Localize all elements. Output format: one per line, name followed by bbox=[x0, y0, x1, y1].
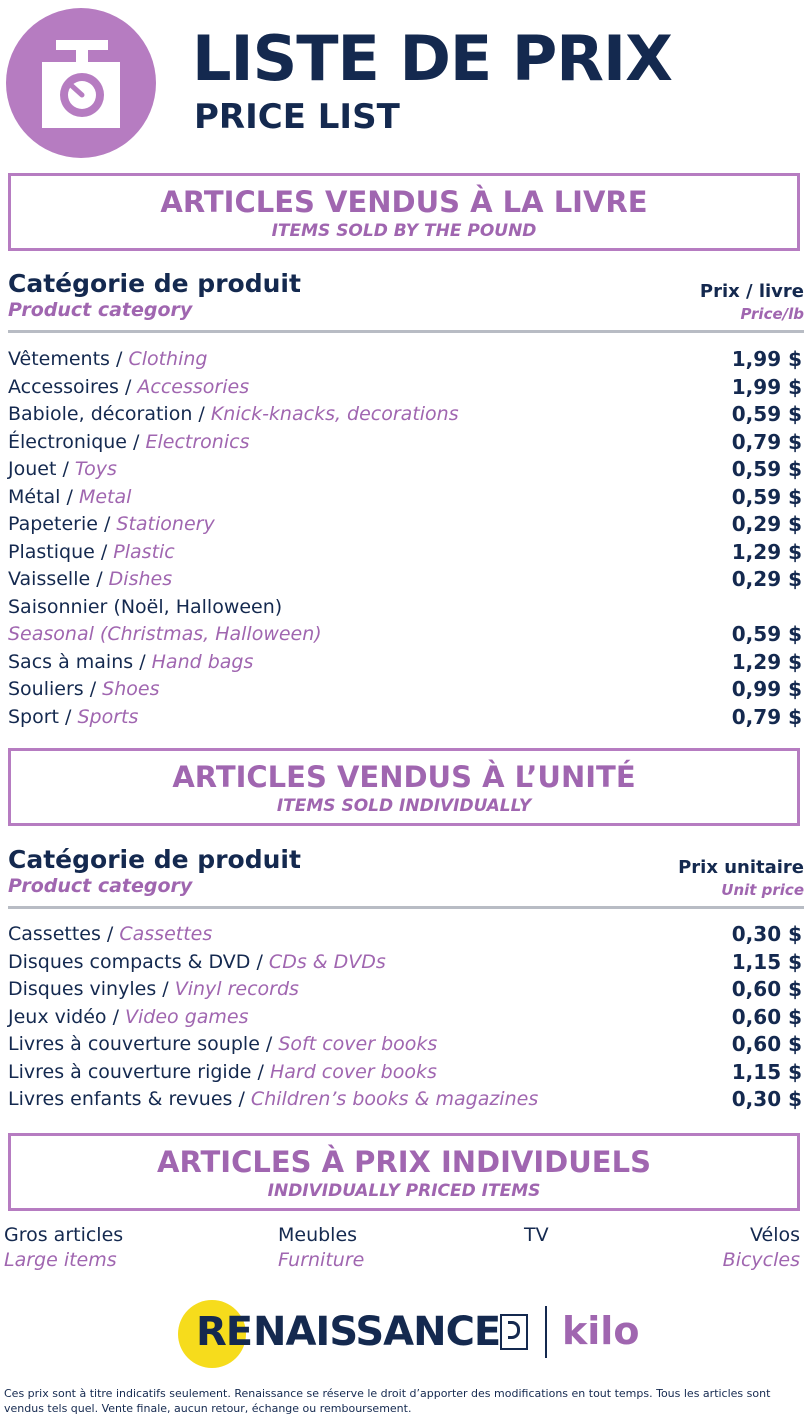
list-item: Sport / Sports 0,79 $ bbox=[8, 704, 802, 729]
price: 0,60 $ bbox=[731, 977, 802, 1001]
section-unit-column-header bbox=[8, 847, 804, 909]
price: 0,30 $ bbox=[731, 1087, 802, 1111]
section-pound-list bbox=[8, 346, 802, 731]
logo-naissance-text: NAISSANCE bbox=[253, 1309, 501, 1355]
column-category-label-en: Product category bbox=[8, 875, 193, 897]
column-category-label-en: Product category bbox=[8, 299, 193, 321]
section-pound-column-header bbox=[8, 271, 804, 333]
list-item: Saisonnier (Noël, Halloween) bbox=[8, 595, 283, 618]
price: 0,60 $ bbox=[731, 1032, 802, 1056]
list-item: Métal / Metal 0,59 $ bbox=[8, 484, 802, 509]
logo-re-text: RE bbox=[196, 1309, 253, 1355]
section-unit-subtitle: ITEMS SOLD INDIVIDUALLY bbox=[276, 796, 532, 816]
price: 1,99 $ bbox=[731, 347, 802, 371]
price: 1,99 $ bbox=[731, 374, 802, 399]
price: 0,59 $ bbox=[731, 622, 802, 646]
section-individual-box bbox=[8, 1133, 800, 1211]
price: 1,29 $ bbox=[731, 539, 802, 564]
list-item: Accessoires / Accessories 1,99 $ bbox=[8, 374, 802, 399]
list-item: Seasonal (Christmas, Halloween) 0,59 $ bbox=[8, 622, 802, 646]
list-item: Vêtements / Clothing 1,99 $ bbox=[8, 347, 802, 371]
section-unit-list bbox=[8, 921, 802, 1114]
price: 0,99 $ bbox=[731, 677, 802, 701]
price: 0,30 $ bbox=[731, 922, 802, 946]
column-category-label: Catégorie de produit bbox=[8, 269, 301, 298]
section-unit-title: ARTICLES VENDUS À L’UNITÉ bbox=[172, 760, 636, 794]
list-item: Vaisselle / Dishes 0,29 $ bbox=[8, 567, 802, 591]
list-item: Livres à couverture rigide / Hard cover books 1,15 $ bbox=[8, 1059, 802, 1084]
list-item: Souliers / Shoes 0,99 $ bbox=[8, 677, 802, 701]
list-item: Livres enfants & revues / Children’s books & magazines 0,30 $ bbox=[8, 1087, 802, 1111]
goodwill-icon bbox=[500, 1314, 528, 1350]
page-subtitle: PRICE LIST bbox=[194, 97, 400, 137]
section-pound-box bbox=[8, 173, 800, 251]
item-tv: TV bbox=[524, 1224, 549, 1246]
column-price-label: Prix / livre bbox=[699, 281, 804, 302]
list-item: Sacs à mains / Hand bags 1,29 $ bbox=[8, 649, 802, 674]
column-category-label: Catégorie de produit bbox=[8, 845, 301, 874]
column-price-label-en: Price/lb bbox=[740, 305, 804, 323]
price: 0,60 $ bbox=[731, 1004, 802, 1029]
scale-icon bbox=[6, 8, 156, 158]
item-large-items: Gros articles Large items bbox=[4, 1224, 124, 1271]
price: 0,59 $ bbox=[731, 457, 802, 481]
section-pound-subtitle: ITEMS SOLD BY THE POUND bbox=[271, 221, 537, 241]
list-item: Plastique / Plastic 1,29 $ bbox=[8, 539, 802, 564]
list-item: Papeterie / Stationery 0,29 $ bbox=[8, 512, 802, 536]
list-item: Jeux vidéo / Video games 0,60 $ bbox=[8, 1004, 802, 1029]
renaissance-kilo-logo bbox=[178, 1298, 638, 1370]
price: 1,15 $ bbox=[731, 1059, 802, 1084]
logo-kilo-text: kilo bbox=[562, 1309, 640, 1353]
list-item: Électronique / Electronics 0,79 $ bbox=[8, 429, 802, 454]
list-item: Livres à couverture souple / Soft cover books 0,60 $ bbox=[8, 1032, 802, 1056]
price: 1,29 $ bbox=[731, 649, 802, 674]
page-header bbox=[0, 0, 808, 165]
section-unit-box bbox=[8, 748, 800, 826]
list-item: Disques compacts & DVD / CDs & DVDs 1,15 $ bbox=[8, 949, 802, 974]
price: 0,59 $ bbox=[731, 484, 802, 509]
price: 0,29 $ bbox=[731, 512, 802, 536]
item-furniture: Meubles Furniture bbox=[278, 1224, 365, 1271]
price: 0,79 $ bbox=[731, 429, 802, 454]
price: 0,29 $ bbox=[731, 567, 802, 591]
price: 0,59 $ bbox=[731, 402, 802, 426]
column-price-label-en: Unit price bbox=[721, 881, 804, 899]
section-individual-subtitle: INDIVIDUALLY PRICED ITEMS bbox=[267, 1181, 541, 1201]
section-individual-title: ARTICLES À PRIX INDIVIDUELS bbox=[157, 1145, 651, 1179]
list-item: Disques vinyles / Vinyl records 0,60 $ bbox=[8, 977, 802, 1001]
list-item: Jouet / Toys 0,59 $ bbox=[8, 457, 802, 481]
price: 0,79 $ bbox=[731, 704, 802, 729]
item-bicycles: Vélos Bicycles bbox=[722, 1224, 800, 1271]
page-title: LISTE DE PRIX bbox=[192, 22, 672, 95]
price: 1,15 $ bbox=[731, 949, 802, 974]
section-pound-title: ARTICLES VENDUS À LA LIVRE bbox=[160, 185, 648, 219]
logo-divider bbox=[545, 1306, 547, 1358]
list-item: Babiole, décoration / Knick-knacks, decorations 0,59 $ bbox=[8, 402, 802, 426]
column-price-label: Prix unitaire bbox=[678, 857, 804, 878]
disclaimer: Ces prix sont à titre indicatifs seulement. Renaissance se réserve le droit d’apporter des modifications en tout temps. Tous les articles sont vendus tels quel. Vente finale, aucun retour, échange ou remboursement. bbox=[4, 1387, 771, 1415]
list-item: Cassettes / Cassettes 0,30 $ bbox=[8, 922, 802, 946]
